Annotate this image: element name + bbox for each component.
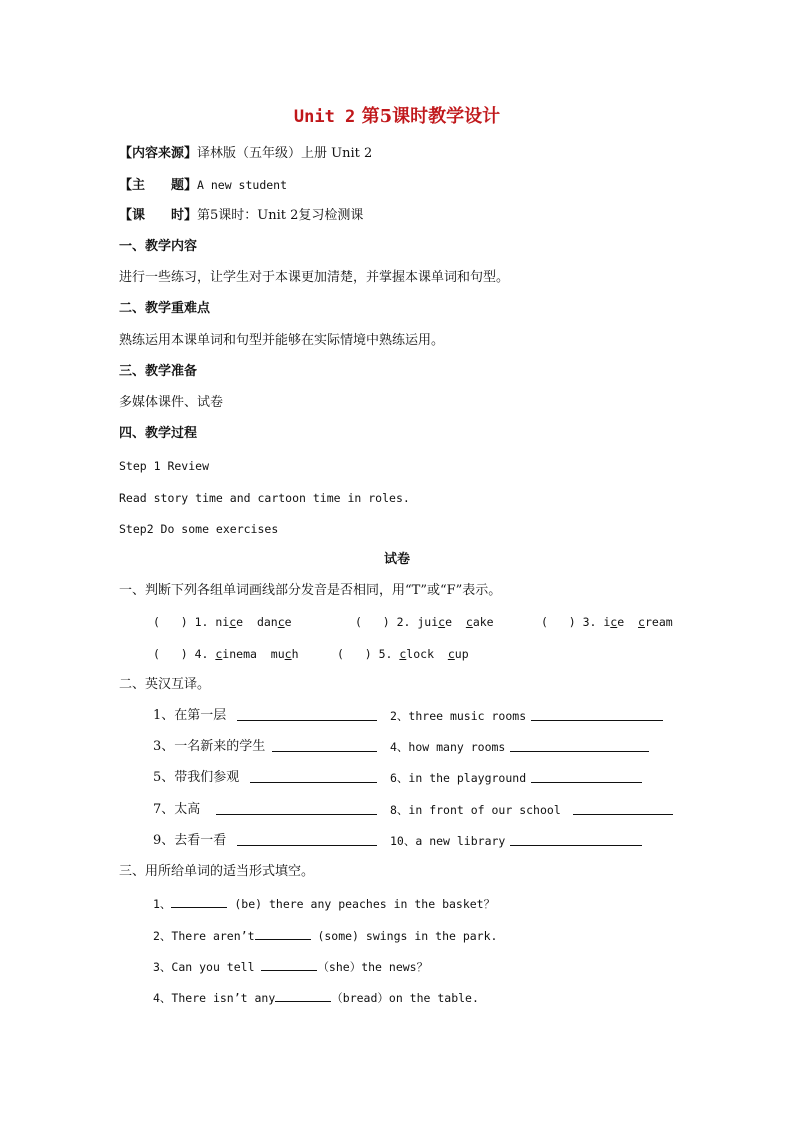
translation-item-5: 5、带我们参观 bbox=[153, 770, 240, 785]
meta-period bbox=[119, 208, 363, 224]
section-content-heading: 一、教学内容 bbox=[119, 239, 198, 254]
meta-source bbox=[119, 146, 372, 162]
meta-topic-value: A new student bbox=[197, 178, 288, 192]
answer-blank[interactable] bbox=[531, 770, 642, 783]
step1-text: Read story time and cartoon time in roles. bbox=[119, 491, 410, 505]
translation-item-1: 1、在第一层 bbox=[153, 708, 227, 723]
part3-instruction: 三、用所给单词的适当形式填空。 bbox=[119, 864, 315, 879]
answer-blank[interactable] bbox=[510, 833, 642, 846]
answer-bracket: ( ) bbox=[337, 647, 372, 661]
title-unit: Unit 2 bbox=[293, 107, 356, 127]
answer-blank[interactable] bbox=[171, 895, 227, 908]
word-1: cinema bbox=[215, 647, 257, 661]
section-prep-heading: 三、教学准备 bbox=[119, 364, 198, 379]
word-2: cake bbox=[465, 615, 494, 629]
answer-blank[interactable] bbox=[531, 708, 663, 721]
translation-item-7: 7、太高 bbox=[153, 802, 201, 817]
word-2: cream bbox=[638, 615, 673, 629]
answer-blank[interactable] bbox=[261, 958, 317, 971]
part1-item-4 bbox=[153, 646, 299, 662]
meta-source-label: 【内容来源】 bbox=[119, 146, 198, 161]
answer-bracket: ( ) bbox=[153, 615, 188, 629]
section-key-heading: 二、教学重难点 bbox=[119, 301, 211, 316]
word-1: clock bbox=[399, 647, 434, 661]
word-1: juice bbox=[417, 615, 453, 629]
answer-bracket: ( ) bbox=[153, 647, 188, 661]
answer-bracket: ( ) bbox=[541, 615, 576, 629]
answer-blank[interactable] bbox=[237, 833, 377, 846]
answer-blank[interactable] bbox=[237, 708, 377, 721]
fill-item-2: 2、There aren’t (some) swings in the park. bbox=[153, 929, 498, 943]
step2-heading: Step2 Do some exercises bbox=[119, 522, 279, 536]
answer-blank[interactable] bbox=[275, 989, 331, 1002]
part2-instruction: 二、英汉互译。 bbox=[119, 677, 211, 692]
translation-item-8: 8、in front of our school bbox=[390, 803, 561, 817]
section-key-text: 熟练运用本课单词和句型并能够在实际情境中熟练运用。 bbox=[119, 333, 445, 348]
answer-blank[interactable] bbox=[272, 739, 377, 752]
part1-item-5 bbox=[337, 646, 469, 662]
part1-item-1 bbox=[153, 614, 292, 630]
answer-blank[interactable] bbox=[216, 802, 377, 815]
translation-item-10: 10、a new library bbox=[390, 834, 506, 848]
meta-topic bbox=[119, 177, 287, 194]
item-number: 5. bbox=[378, 647, 393, 661]
word-1: nice bbox=[215, 615, 244, 629]
translation-item-3: 3、一名新来的学生 bbox=[153, 739, 266, 754]
item-number: 2. bbox=[396, 615, 411, 629]
word-2: much bbox=[270, 647, 299, 661]
part1-item-2 bbox=[355, 614, 494, 630]
test-heading: 试卷 bbox=[383, 552, 410, 567]
section-process-heading: 四、教学过程 bbox=[119, 426, 198, 441]
answer-blank[interactable] bbox=[510, 739, 649, 752]
meta-period-label: 【课 时】 bbox=[119, 208, 198, 223]
item-number: 3. bbox=[582, 615, 597, 629]
part1-instruction: 一、判断下列各组单词画线部分发音是否相同，用“T”或“F”表示。 bbox=[119, 583, 502, 598]
translation-item-6: 6、in the playground bbox=[390, 771, 527, 785]
meta-source-value: 译林版（五年级）上册 Unit 2 bbox=[197, 146, 373, 161]
fill-item-3: 3、Can you tell （she）the news？ bbox=[153, 960, 429, 974]
answer-blank[interactable] bbox=[573, 802, 673, 815]
fill-item-4: 4、There isn’t any （bread）on the table. bbox=[153, 991, 479, 1005]
word-2: dance bbox=[256, 615, 292, 629]
step1-heading: Step 1 Review bbox=[119, 459, 210, 473]
section-content-text: 进行一些练习，让学生对于本课更加清楚，并掌握本课单词和句型。 bbox=[119, 270, 510, 285]
translation-item-9: 9、去看一看 bbox=[153, 833, 227, 848]
item-number: 1. bbox=[194, 615, 209, 629]
meta-topic-label: 【主 题】 bbox=[119, 178, 198, 193]
translation-item-2: 2、three music rooms bbox=[390, 709, 527, 723]
page-title bbox=[0, 106, 794, 128]
item-number: 4. bbox=[194, 647, 209, 661]
word-1: ice bbox=[603, 615, 625, 629]
title-lesson: 第5课时教学设计 bbox=[361, 106, 501, 127]
part1-item-3 bbox=[541, 614, 673, 630]
meta-period-value: 第5课时：Unit 2复习检测课 bbox=[197, 208, 364, 223]
answer-blank[interactable] bbox=[250, 770, 377, 783]
translation-item-4: 4、how many rooms bbox=[390, 740, 506, 754]
word-2: cup bbox=[447, 647, 469, 661]
fill-item-1: 1、 (be) there any peaches in the basket？ bbox=[153, 897, 496, 911]
answer-blank[interactable] bbox=[255, 927, 311, 940]
section-prep-text: 多媒体课件、试卷 bbox=[119, 395, 224, 410]
answer-bracket: ( ) bbox=[355, 615, 390, 629]
